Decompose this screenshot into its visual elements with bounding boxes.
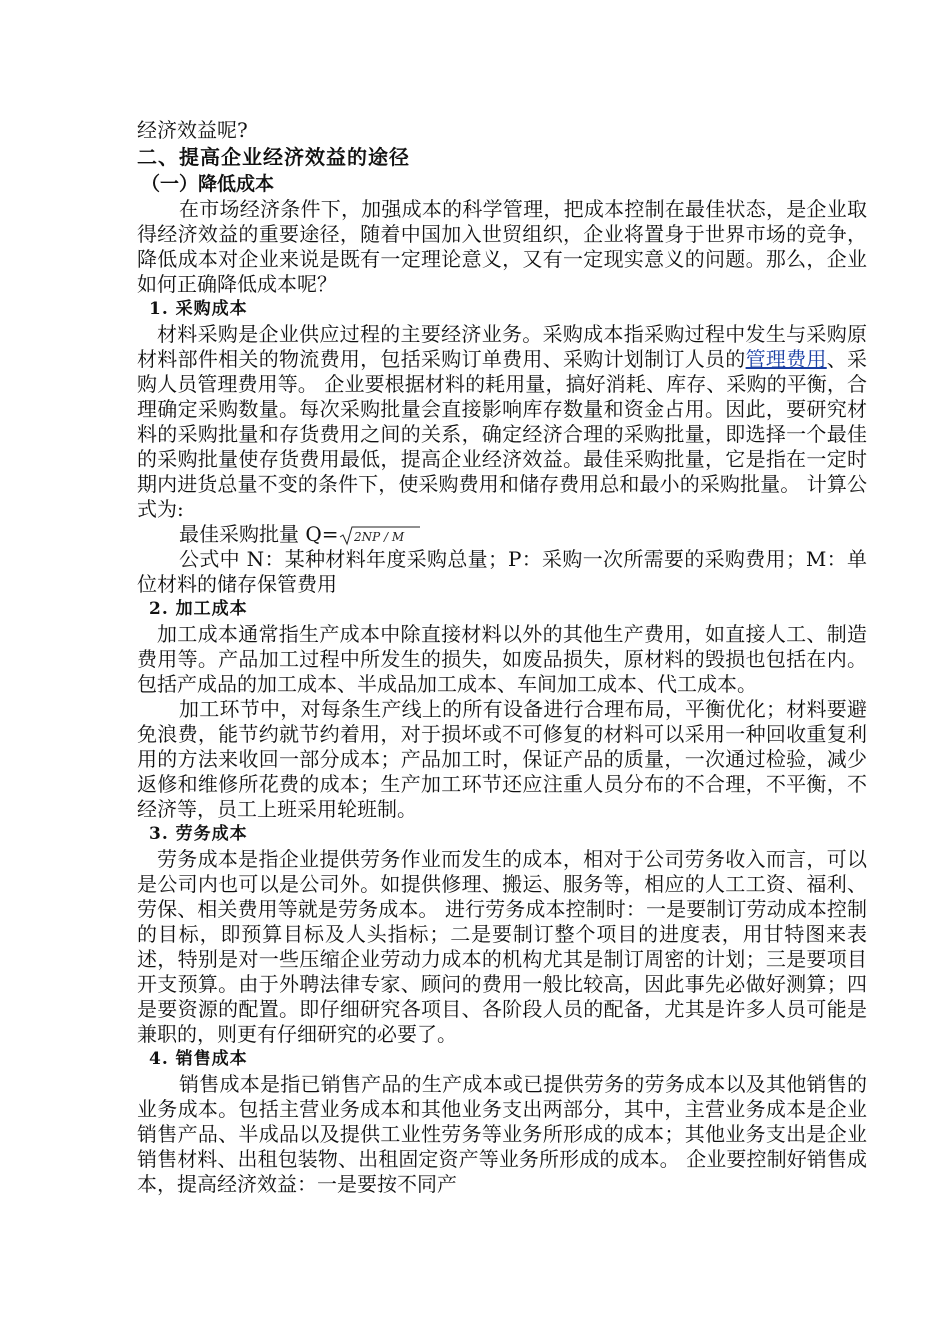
labor-paragraph: 劳务成本是指企业提供劳务作业而发生的成本，相对于公司劳务收入而言，可以是公司内也可以是公司外。如提供修理、搬运、服务等，相应的人工工资、福利、劳保、相关费用等就是劳务成本。 进行劳务成本控制时：一是要制订劳动成本控制的目标，即预算目标及人头指标；二是要制订整个项目的进度表，用甘特图来表述，特别是对一些压缩企业劳动力成本的机构尤其是制订周密的计划；三是要项目开支预算。由于外聘法律专家、顾问的费用一般比较高，因此事先必做好测算；四是要资源的配置。即仔细研究各项目、各阶段人员的配备，尤其是许多人员可能是兼职的，则更有仔细研究的必要了。 (137, 847, 867, 1046)
item-title-labor: 3. 劳务成本 (149, 824, 248, 844)
formula-expression: 2NP / M (353, 529, 404, 544)
intro-paragraph: 在市场经济条件下，加强成本的科学管理，把成本控制在最佳状态，是企业取得经济效益的重要途径，随着中国加入世贸组织，企业将置身于世界市场的竞争，降低成本对企业来说是既有一定理论意义，又有一定现实意义的问题。那么，企业如何正确降低成本呢？ (137, 197, 867, 296)
sqrt-icon (339, 525, 421, 547)
formula-sqrt (339, 525, 421, 547)
sales-paragraph: 销售成本是指已销售产品的生产成本或已提供劳务的劳务成本以及其他销售的业务成本。包括主营业务成本和其他业务支出两部分，其中，主营业务成本是企业销售产品、半成品以及提供工业性劳务等业务所形成的成本；其他业务支出是企业销售材料、出租包装物、出租固定资产等业务所形成的成本。 企业要控制好销售成本，提高经济效益：一是要按不同产 (137, 1072, 867, 1196)
management-cost-link[interactable]: 管理费用 (745, 347, 827, 371)
purchase-paragraph (137, 322, 867, 522)
formula-note: 公式中 N：某种材料年度采购总量；P：采购一次所需要的采购费用；M：单位材料的储存保管费用 (137, 547, 867, 596)
formula-line (137, 522, 867, 547)
purchase-text-b: 、采购人员管理费用等。 企业要根据材料的耗用量，搞好消耗、库存、采购的平衡，合理确定采购数量。每次采购批量会直接影响库存数量和资金占用。因此，要研究材料的采购批量和存货费用之间的关系，确定经济合理的采购批量，即选择一个最佳的采购批量使存货费用最低，提高企业经济效益。最佳采购批量，它是指在一定时期内进货总量不变的条件下，使采购费用和储存费用总和最小的采购批量。 计算公式为: (137, 347, 868, 521)
item-title-sales: 4. 销售成本 (149, 1049, 248, 1069)
formula-label: 最佳采购批量 Q= (179, 522, 339, 546)
item-title-purchase: 1. 采购成本 (149, 299, 248, 319)
section-title: 二、提高企业经济效益的途径 (137, 145, 410, 169)
purchase-text-a: 材料采购是企业供应过程的主要经济业务。采购成本指采购过程中发生与采购原材料部件相关的物流费用，包括采购订单费用、采购计划制订人员的 (137, 322, 867, 371)
lead-text: 经济效益呢? (137, 118, 248, 142)
item-title-processing: 2. 加工成本 (149, 599, 248, 619)
document-page (137, 118, 867, 1197)
processing-paragraph-1: 加工成本通常指生产成本中除直接材料以外的其他生产费用，如直接人工、制造费用等。产品加工过程中所发生的损失，如废品损失，原材料的毁损也包括在内。 包括产成品的加工成本、半成品加工成本、车间加工成本、代工成本。 (137, 622, 867, 696)
subsection-title: （一）降低成本 (141, 173, 275, 195)
processing-paragraph-2: 加工环节中，对每条生产线上的所有设备进行合理布局，平衡优化；材料要避免浪费，能节约就节约着用，对于损坏或不可修复的材料可以采用一种回收重复利用的方法来收回一部分成本；产品加工时，保证产品的质量，一次通过检验，减少返修和维修所花费的成本；生产加工环节还应注重人员分布的不合理，不平衡，不经济等，员工上班采用轮班制。 (137, 697, 867, 821)
